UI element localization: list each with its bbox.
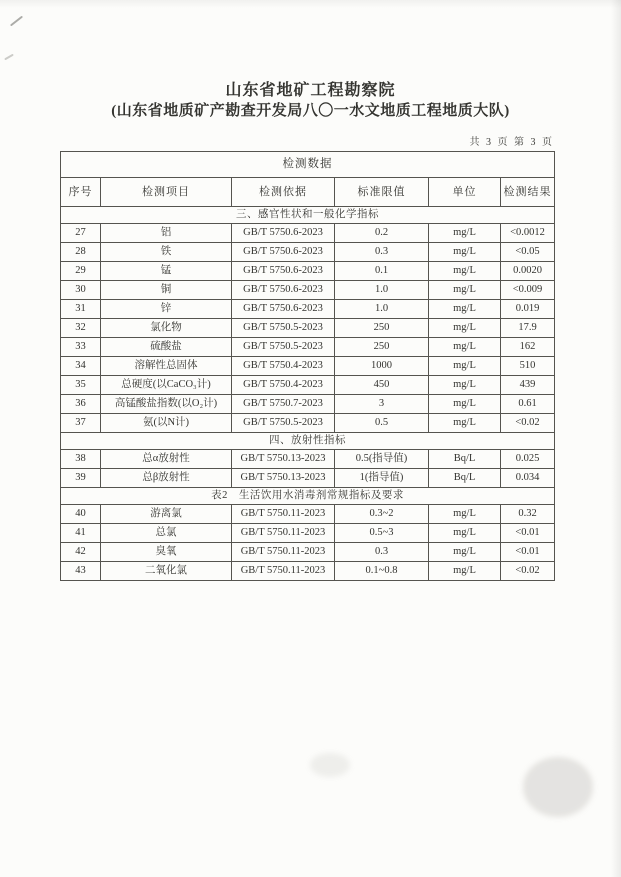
cell-test-item: 总β放射性: [101, 469, 232, 488]
table-row: [61, 319, 555, 338]
cell-test-result: <0.02: [501, 414, 555, 433]
cell-test-basis: GB/T 5750.5-2023: [232, 319, 335, 338]
scan-edge-shade: [611, 0, 621, 877]
cell-test-item: 铜: [101, 281, 232, 300]
cell-test-basis: GB/T 5750.6-2023: [232, 300, 335, 319]
cell-standard-limit: 1000: [335, 357, 429, 376]
cell-unit: mg/L: [429, 243, 501, 262]
cell-seq-no: 32: [61, 319, 101, 338]
cell-seq-no: 37: [61, 414, 101, 433]
cell-unit: mg/L: [429, 505, 501, 524]
cell-standard-limit: 250: [335, 319, 429, 338]
cell-unit: mg/L: [429, 262, 501, 281]
cell-standard-limit: 0.3~2: [335, 505, 429, 524]
cell-test-result: 439: [501, 376, 555, 395]
cell-unit: mg/L: [429, 357, 501, 376]
column-header-seq-no: 序号: [61, 178, 101, 207]
section-header: 表2 生活饮用水消毒剂常规指标及要求: [61, 488, 555, 505]
cell-standard-limit: 250: [335, 338, 429, 357]
cell-standard-limit: 0.3: [335, 243, 429, 262]
cell-unit: mg/L: [429, 281, 501, 300]
cell-seq-no: 39: [61, 469, 101, 488]
column-header-test-result: 检测结果: [501, 178, 555, 207]
table-row: [61, 262, 555, 281]
cell-seq-no: 31: [61, 300, 101, 319]
cell-test-item: 溶解性总固体: [101, 357, 232, 376]
cell-seq-no: 30: [61, 281, 101, 300]
column-header-test-item: 检测项目: [101, 178, 232, 207]
cell-seq-no: 38: [61, 450, 101, 469]
cell-test-item: 总α放射性: [101, 450, 232, 469]
cell-standard-limit: 0.5(指导值): [335, 450, 429, 469]
cell-seq-no: 40: [61, 505, 101, 524]
cell-test-basis: GB/T 5750.6-2023: [232, 243, 335, 262]
table-row: [61, 224, 555, 243]
cell-test-basis: GB/T 5750.11-2023: [232, 505, 335, 524]
organization-subtitle: (山东省地质矿产勘查开发局八〇一水文地质工程地质大队): [111, 103, 510, 119]
cell-unit: mg/L: [429, 224, 501, 243]
cell-standard-limit: 0.3: [335, 543, 429, 562]
cell-test-basis: GB/T 5750.6-2023: [232, 262, 335, 281]
cell-test-item: 游离氯: [101, 505, 232, 524]
cell-standard-limit: 1.0: [335, 300, 429, 319]
cell-test-result: <0.01: [501, 543, 555, 562]
cell-test-result: <0.01: [501, 524, 555, 543]
table-row: [61, 414, 555, 433]
cell-test-item: 氯化物: [101, 319, 232, 338]
cell-test-result: 0.034: [501, 469, 555, 488]
cell-test-item: 锌: [101, 300, 232, 319]
section-header-row: [61, 488, 555, 505]
cell-unit: mg/L: [429, 543, 501, 562]
cell-unit: mg/L: [429, 395, 501, 414]
cell-test-basis: GB/T 5750.5-2023: [232, 338, 335, 357]
table-row: [61, 450, 555, 469]
cell-test-item: 总硬度(以CaCO₃计): [101, 376, 232, 395]
cell-unit: Bq/L: [429, 469, 501, 488]
cell-test-item: 铝: [101, 224, 232, 243]
scan-artifact: [10, 16, 23, 27]
cell-unit: mg/L: [429, 414, 501, 433]
cell-test-result: 510: [501, 357, 555, 376]
table-row: [61, 338, 555, 357]
cell-test-basis: GB/T 5750.13-2023: [232, 469, 335, 488]
cell-standard-limit: 450: [335, 376, 429, 395]
table-row: [61, 300, 555, 319]
cell-test-basis: GB/T 5750.7-2023: [232, 395, 335, 414]
cell-test-basis: GB/T 5750.6-2023: [232, 281, 335, 300]
table-row: [61, 562, 555, 581]
cell-standard-limit: 0.1: [335, 262, 429, 281]
cell-unit: Bq/L: [429, 450, 501, 469]
cell-seq-no: 41: [61, 524, 101, 543]
cell-unit: mg/L: [429, 338, 501, 357]
cell-seq-no: 29: [61, 262, 101, 281]
cell-seq-no: 33: [61, 338, 101, 357]
cell-test-item: 锰: [101, 262, 232, 281]
cell-seq-no: 34: [61, 357, 101, 376]
column-header-test-basis: 检测依据: [232, 178, 335, 207]
cell-test-item: 氨(以N计): [101, 414, 232, 433]
cell-unit: mg/L: [429, 524, 501, 543]
cell-test-result: 0.025: [501, 450, 555, 469]
table-row: [61, 243, 555, 262]
section-header-row: [61, 207, 555, 224]
cell-test-basis: GB/T 5750.13-2023: [232, 450, 335, 469]
cell-test-result: 162: [501, 338, 555, 357]
scan-smudge: [523, 757, 593, 817]
cell-test-item: 硫酸盐: [101, 338, 232, 357]
cell-test-basis: GB/T 5750.4-2023: [232, 376, 335, 395]
section-header: 三、感官性状和一般化学指标: [61, 207, 555, 224]
column-header-standard-limit: 标准限值: [335, 178, 429, 207]
cell-standard-limit: 0.5: [335, 414, 429, 433]
cell-test-result: 0.61: [501, 395, 555, 414]
page-number-note: 共 3 页 第 3 页: [469, 137, 554, 148]
cell-test-item: 高锰酸盐指数(以O₂计): [101, 395, 232, 414]
cell-seq-no: 43: [61, 562, 101, 581]
organization-title: 山东省地矿工程勘察院: [225, 82, 396, 99]
table-caption-row: [61, 152, 555, 178]
section-header-row: [61, 433, 555, 450]
cell-unit: mg/L: [429, 376, 501, 395]
cell-test-item: 铁: [101, 243, 232, 262]
cell-test-basis: GB/T 5750.11-2023: [232, 543, 335, 562]
cell-standard-limit: 1(指导值): [335, 469, 429, 488]
table-row: [61, 357, 555, 376]
cell-seq-no: 27: [61, 224, 101, 243]
cell-test-result: 17.9: [501, 319, 555, 338]
cell-unit: mg/L: [429, 300, 501, 319]
cell-test-result: <0.009: [501, 281, 555, 300]
cell-standard-limit: 0.2: [335, 224, 429, 243]
cell-test-item: 二氧化氯: [101, 562, 232, 581]
cell-unit: mg/L: [429, 319, 501, 338]
column-header-unit: 单位: [429, 178, 501, 207]
cell-standard-limit: 3: [335, 395, 429, 414]
cell-standard-limit: 1.0: [335, 281, 429, 300]
cell-standard-limit: 0.1~0.8: [335, 562, 429, 581]
cell-test-result: <0.02: [501, 562, 555, 581]
cell-test-result: 0.019: [501, 300, 555, 319]
cell-standard-limit: 0.5~3: [335, 524, 429, 543]
table-row: [61, 505, 555, 524]
cell-test-basis: GB/T 5750.11-2023: [232, 562, 335, 581]
cell-test-basis: GB/T 5750.4-2023: [232, 357, 335, 376]
cell-test-basis: GB/T 5750.5-2023: [232, 414, 335, 433]
cell-test-result: 0.32: [501, 505, 555, 524]
table-row: [61, 469, 555, 488]
scan-edge-shade: [0, 0, 621, 8]
table-caption: 检测数据: [61, 152, 555, 178]
section-header: 四、放射性指标: [61, 433, 555, 450]
cell-test-item: 臭氧: [101, 543, 232, 562]
cell-seq-no: 28: [61, 243, 101, 262]
table-row: [61, 376, 555, 395]
cell-test-result: <0.0012: [501, 224, 555, 243]
cell-test-result: 0.0020: [501, 262, 555, 281]
table-row: [61, 524, 555, 543]
table-row: [61, 395, 555, 414]
cell-test-basis: GB/T 5750.6-2023: [232, 224, 335, 243]
cell-test-result: <0.05: [501, 243, 555, 262]
cell-unit: mg/L: [429, 562, 501, 581]
test-data-table: [60, 151, 555, 581]
table-header-row: [61, 178, 555, 207]
cell-seq-no: 36: [61, 395, 101, 414]
scan-smudge: [310, 753, 350, 777]
scan-artifact: [4, 54, 14, 61]
cell-test-basis: GB/T 5750.11-2023: [232, 524, 335, 543]
table-row: [61, 543, 555, 562]
cell-seq-no: 42: [61, 543, 101, 562]
cell-test-item: 总氯: [101, 524, 232, 543]
table-row: [61, 281, 555, 300]
cell-seq-no: 35: [61, 376, 101, 395]
